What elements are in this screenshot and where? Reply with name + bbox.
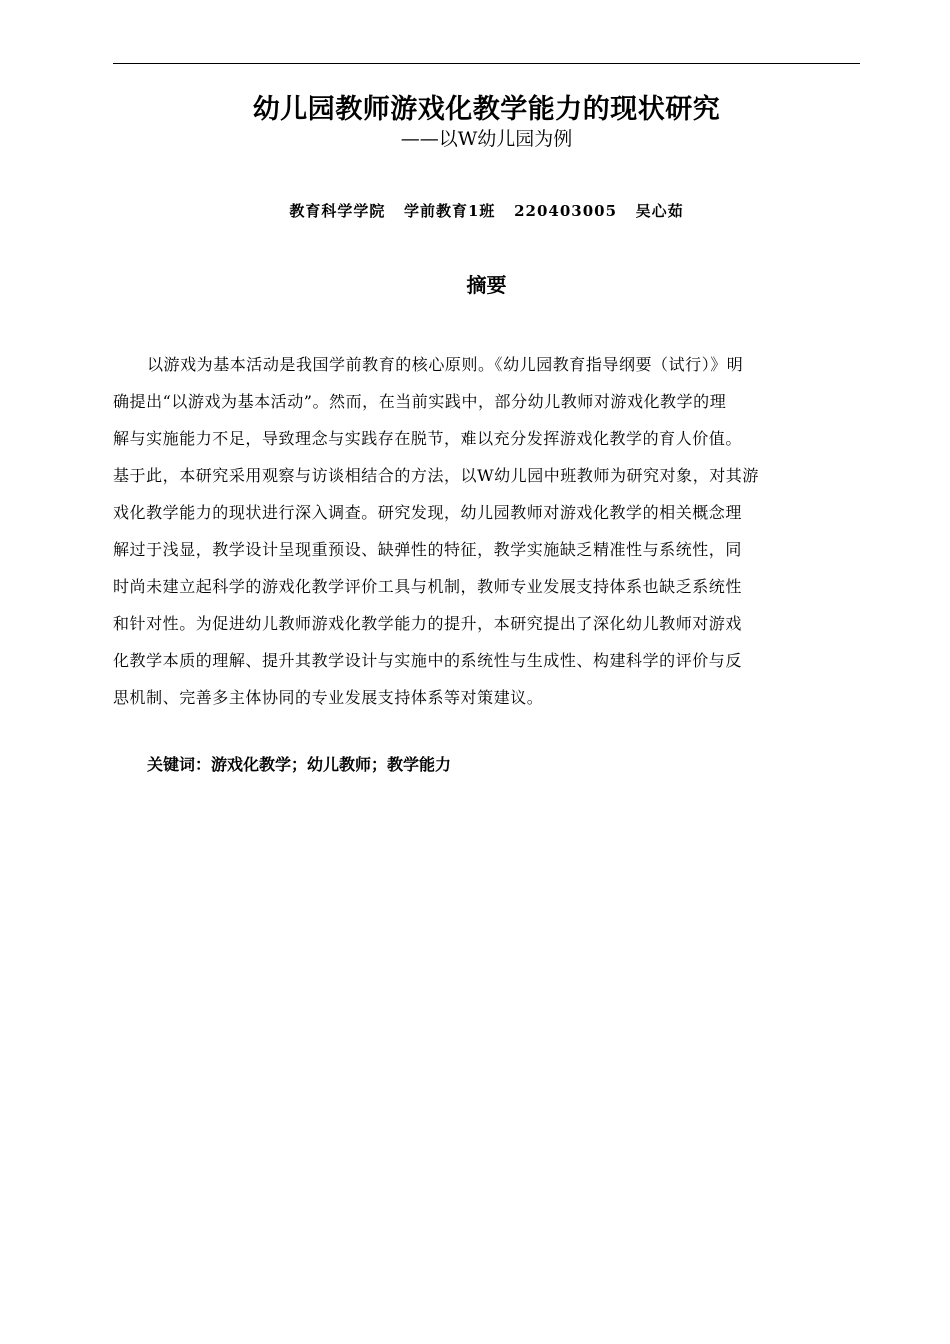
abstract-line: 化教学本质的理解、提升其教学设计与实施中的系统性与生成性、构建科学的评价与反 — [113, 651, 742, 670]
abstract-line: 解与实施能力不足，导致理念与实践存在脱节，难以充分发挥游戏化教学的育人价值。 — [113, 429, 742, 448]
author-info: 教育科学学院 学前教育1班 220403005 吴心茹 — [289, 202, 684, 220]
paper-title: 幼儿园教师游戏化教学能力的现状研究 — [252, 94, 721, 125]
abstract-line: 戏化教学能力的现状进行深入调查。研究发现，幼儿园教师对游戏化教学的相关概念理 — [113, 503, 742, 522]
abstract-heading: 摘要 — [466, 273, 507, 297]
paper-subtitle: ——以W幼儿园为例 — [400, 128, 573, 150]
abstract-line: 解过于浅显，教学设计呈现重预设、缺弹性的特征，教学实施缺乏精准性与系统性，同 — [113, 540, 742, 559]
abstract-line: 时尚未建立起科学的游戏化教学评价工具与机制，教师专业发展支持体系也缺乏系统性 — [113, 577, 742, 596]
abstract-line: 和针对性。为促进幼儿教师游戏化教学能力的提升，本研究提出了深化幼儿教师对游戏 — [113, 614, 742, 633]
abstract-line: 思机制、完善多主体协同的专业发展支持体系等对策建议。 — [113, 688, 544, 707]
abstract-line: 基于此，本研究采用观察与访谈相结合的方法，以W幼儿园中班教师为研究对象，对其游 — [113, 466, 759, 485]
abstract-line: 以游戏为基本活动是我国学前教育的核心原则。《幼儿园教育指导纲要（试行）》明 — [147, 355, 744, 374]
abstract-body — [113, 346, 860, 716]
abstract-line: 确提出“以游戏为基本活动”。然而，在当前实践中，部分幼儿教师对游戏化教学的理 — [113, 392, 727, 411]
keywords: 关键词：游戏化教学；幼儿教师；教学能力 — [147, 755, 452, 774]
header-rule — [113, 63, 860, 64]
